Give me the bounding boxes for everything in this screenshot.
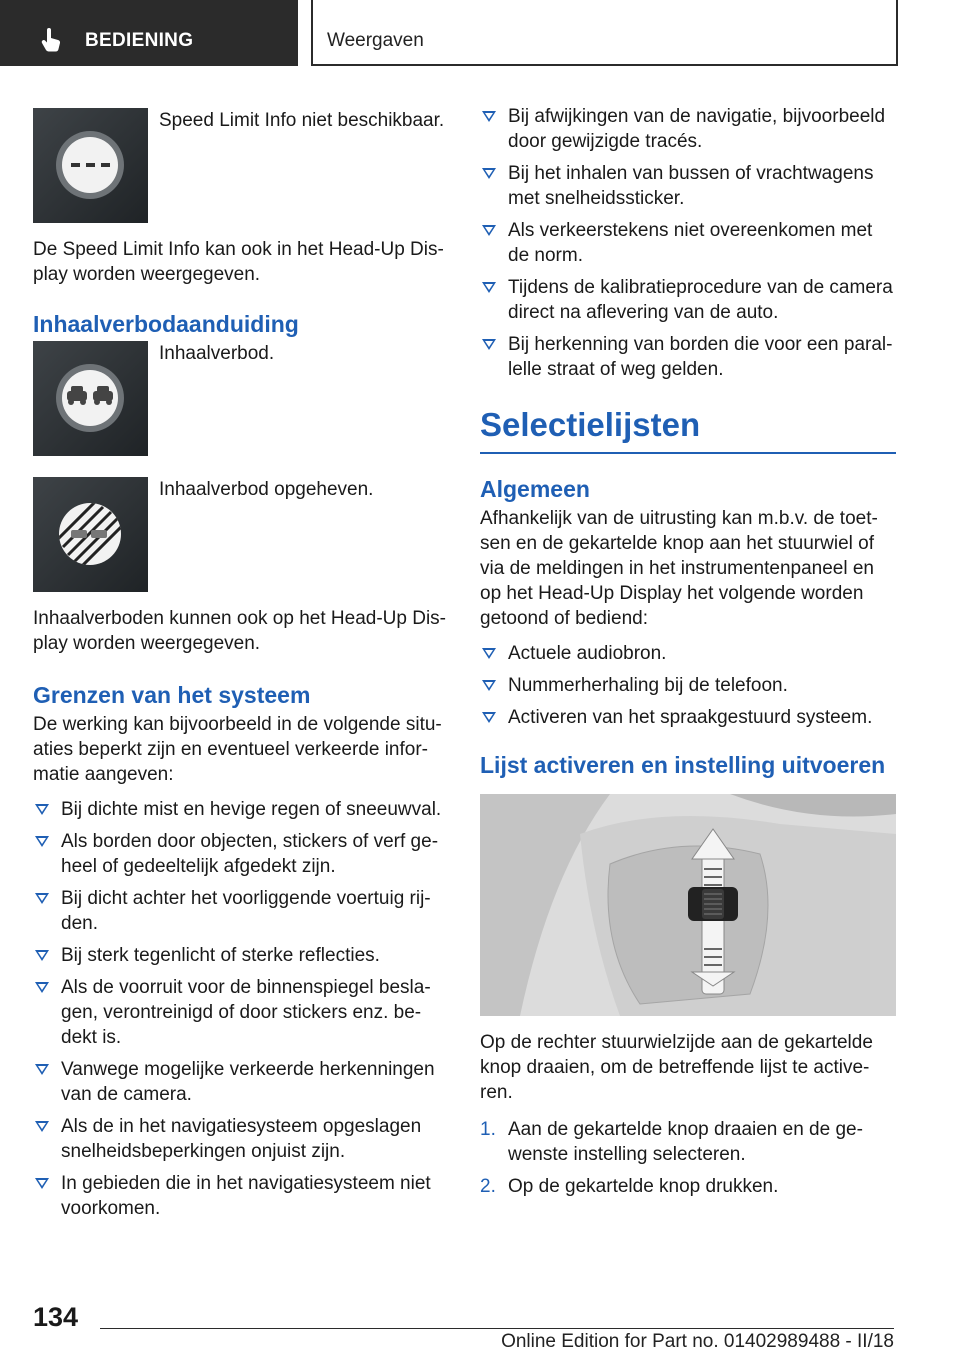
- triangle-bullet-icon: [482, 282, 496, 293]
- list-item: Als de voorruit voor de binnenspiegel besla-gen, verontreinigd of door stickers enz. be-dekt is.: [33, 975, 448, 1050]
- limits-list-continued: [480, 104, 896, 382]
- list-item: Activeren van het spraakgestuurd systeem.: [480, 705, 896, 730]
- no-overtaking-image: [33, 341, 148, 456]
- list-item: Bij herkenning van borden die voor een paral-lelle straat of weg gelden.: [480, 332, 896, 382]
- steering-wheel-image: [480, 794, 896, 1016]
- edition-note: Online Edition for Part no. 01402989488 - II/18: [501, 1331, 894, 1352]
- list-item: Als de in het navigatiesysteem opgeslagen snelheidsbeperkingen onjuist zijn.: [33, 1114, 448, 1164]
- limits-intro: De werking kan bijvoorbeeld in de volgende situ-aties beperkt zijn en eventueel verkeerde infor-matie aangeven:: [33, 714, 442, 785]
- list-item: Als verkeerstekens niet overeenkomen met de norm.: [480, 218, 896, 268]
- steps-list: [480, 1117, 896, 1199]
- list-item: Tijdens de kalibratieprocedure van de camera direct na aflevering van de auto.: [480, 275, 896, 325]
- speed-limit-unavailable-image: [33, 108, 148, 223]
- triangle-bullet-icon: [482, 168, 496, 179]
- selection-heading-block: [480, 404, 896, 454]
- general-list: [480, 641, 896, 730]
- section-title: BEDIENING: [85, 30, 194, 51]
- triangle-bullet-icon: [35, 1178, 49, 1189]
- list-item: Bij het inhalen van bussen of vrachtwagens met snelheidssticker.: [480, 161, 896, 211]
- limits-heading: Grenzen van het systeem: [33, 682, 311, 708]
- page-number: 134: [33, 1302, 79, 1332]
- speed-info-caption: Speed Limit Info niet beschikbaar.: [159, 110, 445, 131]
- general-paragraph: Afhankelijk van de uitrusting kan m.b.v. de toet-sen en de gekartelde knop aan het stuurwiel of via de meldingen in het instrumentenpaneel en op het Head-Up Display het volgende worden getoond of bediend:: [480, 508, 878, 629]
- triangle-bullet-icon: [35, 982, 49, 993]
- triangle-bullet-icon: [35, 804, 49, 815]
- activate-paragraph: Op de rechter stuurwielzijde aan de gekartelde knop draaien, om de betreffende lijst te active-ren.: [480, 1032, 873, 1103]
- list-item: 2. Op de gekartelde knop drukken.: [480, 1176, 779, 1197]
- selection-heading: Selectielijsten: [480, 406, 701, 443]
- triangle-bullet-icon: [482, 111, 496, 122]
- triangle-bullet-icon: [482, 648, 496, 659]
- overtake-end-row: [33, 477, 448, 592]
- overtake-caption: Inhaalverbod.: [159, 343, 275, 364]
- list-item: 1. Aan de gekartelde knop draaien en de ge-wenste instelling selecteren.: [480, 1119, 863, 1165]
- section-tab: [0, 0, 298, 66]
- limits-list: [33, 797, 448, 1221]
- list-item: Bij dichte mist en hevige regen of sneeuwval.: [33, 797, 448, 822]
- triangle-bullet-icon: [35, 1064, 49, 1075]
- triangle-bullet-icon: [482, 680, 496, 691]
- hand-pointer-icon: [40, 28, 62, 52]
- triangle-bullet-icon: [35, 836, 49, 847]
- list-item: Bij sterk tegenlicht of sterke reflecties.: [33, 943, 448, 968]
- subsection-box: [311, 0, 898, 66]
- list-item: Vanwege mogelijke verkeerde herkenningen van de camera.: [33, 1057, 448, 1107]
- triangle-bullet-icon: [35, 1121, 49, 1132]
- list-item: Nummerherhaling bij de telefoon.: [480, 673, 896, 698]
- left-column: [33, 100, 448, 1228]
- overtake-row: [33, 341, 448, 456]
- right-column: [480, 104, 896, 1206]
- subsection-title: Weergaven: [327, 30, 424, 51]
- speed-info-paragraph: De Speed Limit Info kan ook in het Head-Up Dis-play worden weergegeven.: [33, 239, 444, 285]
- list-item: In gebieden die in het navigatiesysteem niet voorkomen.: [33, 1171, 448, 1221]
- footer-divider: [100, 1328, 894, 1329]
- list-item: Actuele audiobron.: [480, 641, 896, 666]
- triangle-bullet-icon: [482, 339, 496, 350]
- triangle-bullet-icon: [482, 225, 496, 236]
- triangle-bullet-icon: [35, 950, 49, 961]
- activate-heading: Lijst activeren en instelling uitvoeren: [480, 752, 886, 778]
- page-header: [0, 0, 960, 66]
- overtake-paragraph: Inhaalverboden kunnen ook op het Head-Up Dis-play worden weergegeven.: [33, 608, 446, 654]
- speed-info-row: [33, 108, 448, 223]
- triangle-bullet-icon: [482, 712, 496, 723]
- general-heading: Algemeen: [480, 476, 590, 502]
- triangle-bullet-icon: [35, 893, 49, 904]
- list-item: Bij dicht achter het voorliggende voertuig rij-den.: [33, 886, 448, 936]
- end-of-no-overtaking-image: [33, 477, 148, 592]
- list-item: Bij afwijkingen van de navigatie, bijvoorbeeld door gewijzigde tracés.: [480, 104, 896, 154]
- overtake-heading: Inhaalverbodaanduiding: [33, 311, 299, 337]
- list-item: Als borden door objecten, stickers of verf ge-heel of gedeeltelijk afgedekt zijn.: [33, 829, 448, 879]
- overtake-end-caption: Inhaalverbod opgeheven.: [159, 479, 374, 500]
